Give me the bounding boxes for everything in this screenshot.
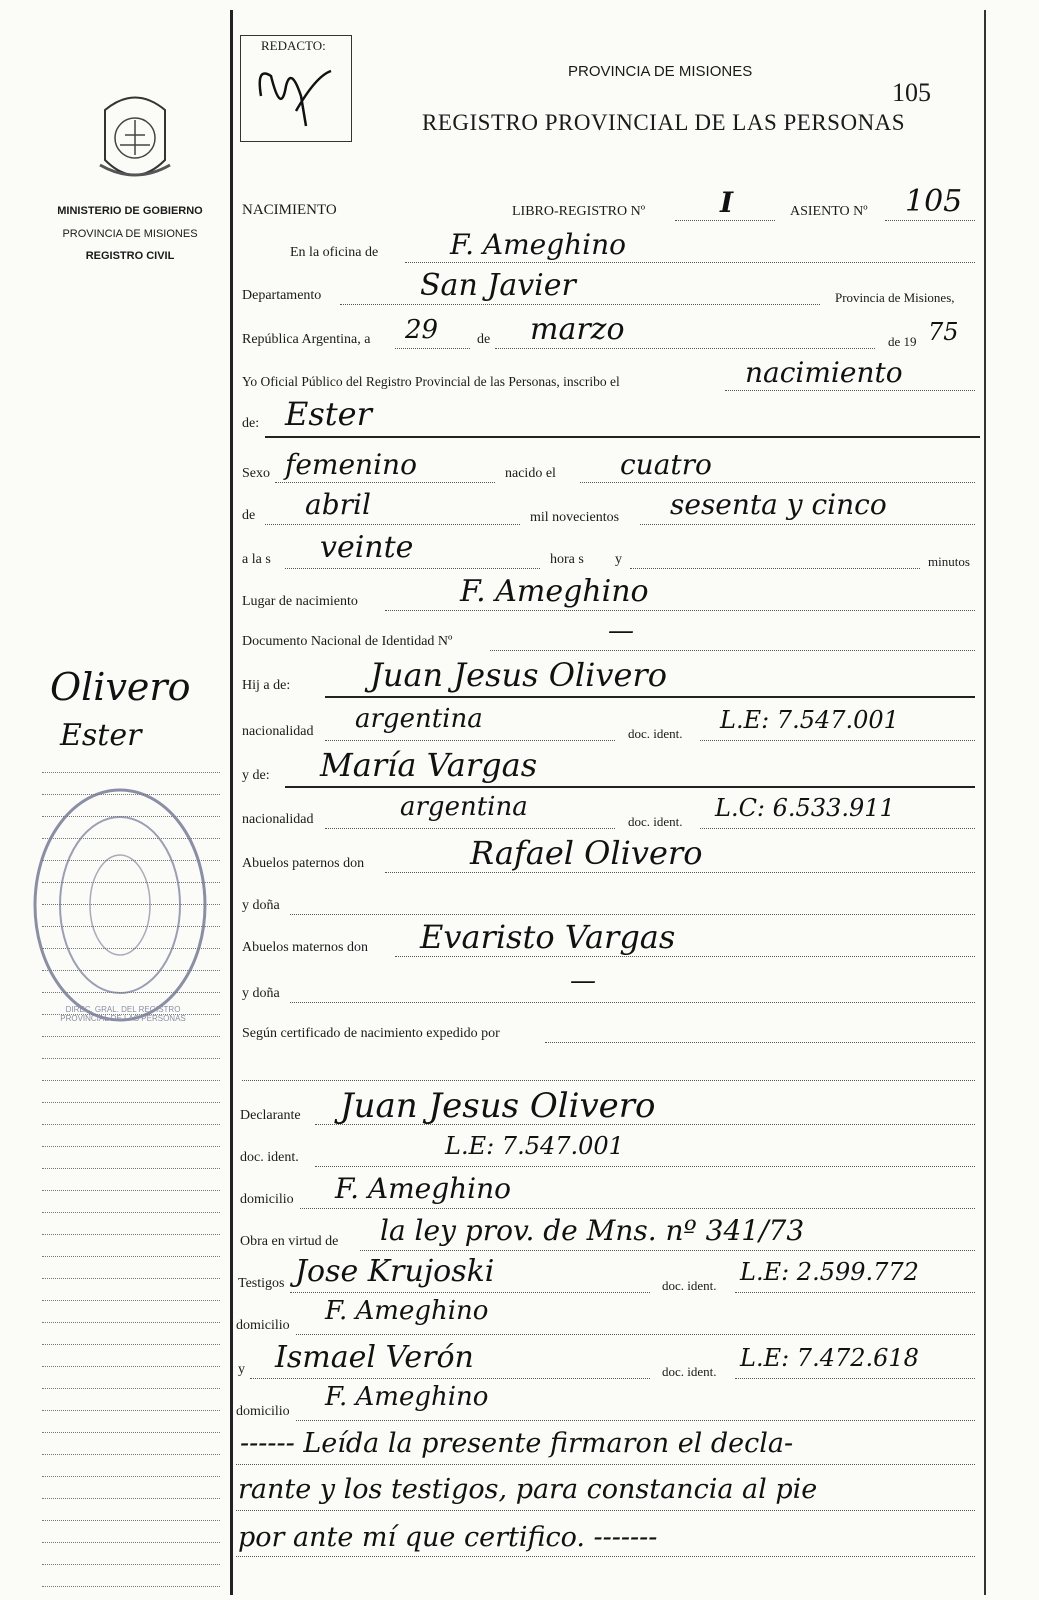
registry-title: REGISTRO PROVINCIAL DE LAS PERSONAS: [422, 110, 906, 135]
sidebar-rule: [42, 1058, 220, 1059]
sidebar-rule: [42, 794, 220, 795]
sidebar-rule: [42, 1344, 220, 1345]
departamento-value: San Javier: [420, 268, 576, 303]
birth-month-value: abril: [305, 488, 371, 521]
dni-value: —: [608, 616, 634, 646]
provincia-label: Provincia de Misiones,: [835, 290, 955, 305]
nacido-value: cuatro: [620, 448, 712, 481]
minutos-label: minutos: [928, 554, 970, 569]
testigos-label: Testigos: [238, 1276, 285, 1291]
sidebar-rule: [42, 992, 220, 993]
margin-name: Ester: [60, 718, 142, 753]
abuelo-mat-value: Evaristo Vargas: [420, 918, 676, 956]
republica-label: República Argentina, a: [242, 332, 371, 347]
sidebar-rule: [42, 1080, 220, 1081]
sidebar-rule: [42, 1542, 220, 1543]
mother-value: María Vargas: [320, 746, 538, 784]
sexo-label: Sexo: [242, 466, 270, 481]
margin-surname: Olivero: [50, 665, 191, 709]
sidebar-rule: [42, 1036, 220, 1037]
departamento-label: Departamento: [242, 288, 322, 303]
y2-label: y: [238, 1362, 245, 1377]
sidebar-rule: [42, 1498, 220, 1499]
sidebar-rule: [42, 904, 220, 905]
sidebar-rule: [42, 772, 220, 773]
domicilio1-label: domicilio: [240, 1192, 294, 1207]
inscribo-value: nacimiento: [745, 356, 903, 389]
domicilio1-value: F. Ameghino: [335, 1172, 512, 1205]
sidebar-rule: [42, 926, 220, 927]
sidebar-rule: [42, 1366, 220, 1367]
name-value: Ester: [285, 395, 372, 433]
abuelo-pat-value: Rafael Olivero: [470, 834, 703, 872]
sidebar-rule: [42, 1454, 220, 1455]
horas-label: hora s: [550, 552, 584, 567]
sidebar-rule: [42, 1388, 220, 1389]
sidebar-province: PROVINCIA DE MISIONES: [62, 228, 198, 240]
domicilio2-label: domicilio: [236, 1318, 290, 1333]
day-value: 29: [405, 315, 439, 345]
oficina-label: En la oficina de: [290, 245, 379, 260]
nac2-label: nacionalidad: [242, 812, 314, 827]
mother-doc-value: L.C: 6.533.911: [715, 794, 895, 822]
domicilio3-value: F. Ameghino: [325, 1382, 489, 1412]
sidebar-rule: [42, 838, 220, 839]
birth-year-value: sesenta y cinco: [670, 488, 887, 521]
lugar-label: Lugar de nacimiento: [242, 594, 358, 609]
sidebar-rule: [42, 1564, 220, 1565]
sidebar-rule: [42, 1190, 220, 1191]
testigo2-value: Ismael Verón: [275, 1340, 474, 1375]
ydona2-label: y doña: [242, 986, 280, 1001]
testigo1-value: Jose Krujoski: [295, 1254, 495, 1289]
domicilio2-value: F. Ameghino: [325, 1296, 489, 1326]
sidebar-rule: [42, 1102, 220, 1103]
declarante-label: Declarante: [240, 1108, 301, 1123]
sidebar-rule: [42, 860, 220, 861]
sexo-value: femenino: [285, 448, 417, 481]
doct1-value: L.E: 2.599.772: [740, 1258, 919, 1286]
sidebar-rule: [42, 882, 220, 883]
left-border-line: [230, 10, 233, 1595]
ala-label: a la s: [242, 552, 271, 567]
mil-label: mil novecientos: [530, 510, 620, 525]
year-label: de 19: [888, 334, 917, 349]
father-doc-value: L.E: 7.547.001: [720, 706, 899, 734]
docdecl-value: L.E: 7.547.001: [445, 1132, 624, 1160]
dni-label: Documento Nacional de Identidad Nº: [242, 634, 453, 649]
nacido-label: nacido el: [505, 466, 556, 481]
libro-value: I: [720, 186, 734, 219]
act-type-label: NACIMIENTO: [242, 202, 337, 218]
doc1-label: doc. ident.: [628, 726, 683, 741]
sidebar-rule: [42, 1278, 220, 1279]
segun-label: Según certificado de nacimiento expedido por: [242, 1026, 500, 1041]
asiento-label: ASIENTO Nº: [790, 204, 868, 219]
registry-stamp-icon: [30, 785, 210, 1025]
sidebar-rule: [42, 1300, 220, 1301]
asiento-value: 105: [905, 184, 963, 219]
sidebar-rule: [42, 1212, 220, 1213]
y-label: y: [615, 552, 622, 567]
doct2-label: doc. ident.: [662, 1364, 717, 1379]
obra-value: la ley prov. de Mns. nº 341/73: [380, 1214, 805, 1247]
doct2-value: L.E: 7.472.618: [740, 1344, 919, 1372]
sidebar-rule: [42, 1124, 220, 1125]
sidebar-rule: [42, 1014, 220, 1015]
libro-label: LIBRO-REGISTRO Nº: [512, 204, 646, 219]
docdecl-label: doc. ident.: [240, 1150, 299, 1165]
father-value: Juan Jesus Olivero: [370, 656, 667, 694]
closing-line-2: rante y los testigos, para constancia al pie: [238, 1474, 818, 1505]
declarante-value: Juan Jesus Olivero: [340, 1086, 656, 1126]
closing-line-3: por ante mí que certifico. -------: [238, 1522, 658, 1553]
abuelos-mat-label: Abuelos maternos don: [242, 940, 368, 955]
abuela-mat-value: —: [570, 966, 596, 996]
sidebar-ministry: MINISTERIO DE GOBIERNO: [57, 205, 203, 217]
province-seal-icon: [95, 90, 175, 190]
redacto-signature: [246, 56, 346, 136]
year-value: 75: [928, 318, 959, 346]
redacto-label: REDACTO:: [261, 38, 326, 53]
sidebar-rule: [42, 1586, 220, 1587]
closing-line-1: ------ Leída la presente firmaron el decla-: [240, 1428, 794, 1459]
header-province: PROVINCIA DE MISIONES: [568, 63, 753, 80]
de2-label: de: [242, 508, 256, 523]
sidebar-rule: [42, 948, 220, 949]
hora-value: veinte: [320, 530, 414, 565]
ydona1-label: y doña: [242, 898, 280, 913]
page-number: 105: [892, 78, 931, 107]
sidebar-rule: [42, 1410, 220, 1411]
redacto-box: [240, 35, 352, 142]
hijo-label: Hij a de:: [242, 678, 291, 693]
right-border-line: [984, 10, 986, 1595]
sidebar-office: REGISTRO CIVIL: [85, 250, 175, 262]
sidebar-rule: [42, 970, 220, 971]
stamp-text: DIREC. GRAL. DEL REGISTRO PROVINCIAL DE LAS PERSONAS: [60, 1005, 186, 1023]
oficina-value: F. Ameghino: [450, 228, 627, 261]
oficial-label: Yo Oficial Público del Registro Provincial de las Personas, inscribo el: [242, 374, 620, 389]
sidebar-rule: [42, 1322, 220, 1323]
lugar-value: F. Ameghino: [460, 574, 649, 609]
sidebar-rule: [42, 816, 220, 817]
mother-nat-value: argentina: [400, 792, 528, 822]
sidebar-rule: [42, 1168, 220, 1169]
obra-label: Obra en virtud de: [240, 1234, 339, 1249]
doc2-label: doc. ident.: [628, 814, 683, 829]
de-label: de: [477, 332, 491, 347]
sidebar-rule: [42, 1432, 220, 1433]
yde-label: y de:: [242, 768, 270, 783]
father-nat-value: argentina: [355, 704, 483, 734]
sidebar-rule: [42, 1476, 220, 1477]
de-colon-label: de:: [242, 416, 260, 431]
nac1-label: nacionalidad: [242, 724, 314, 739]
abuelos-pat-label: Abuelos paternos don: [242, 856, 365, 871]
month-value: marzo: [530, 312, 625, 347]
sidebar-rule: [42, 1146, 220, 1147]
sidebar-rule: [42, 1234, 220, 1235]
domicilio3-label: domicilio: [236, 1404, 290, 1419]
sidebar-rule: [42, 1520, 220, 1521]
sidebar-rule: [42, 1256, 220, 1257]
doct1-label: doc. ident.: [662, 1278, 717, 1293]
